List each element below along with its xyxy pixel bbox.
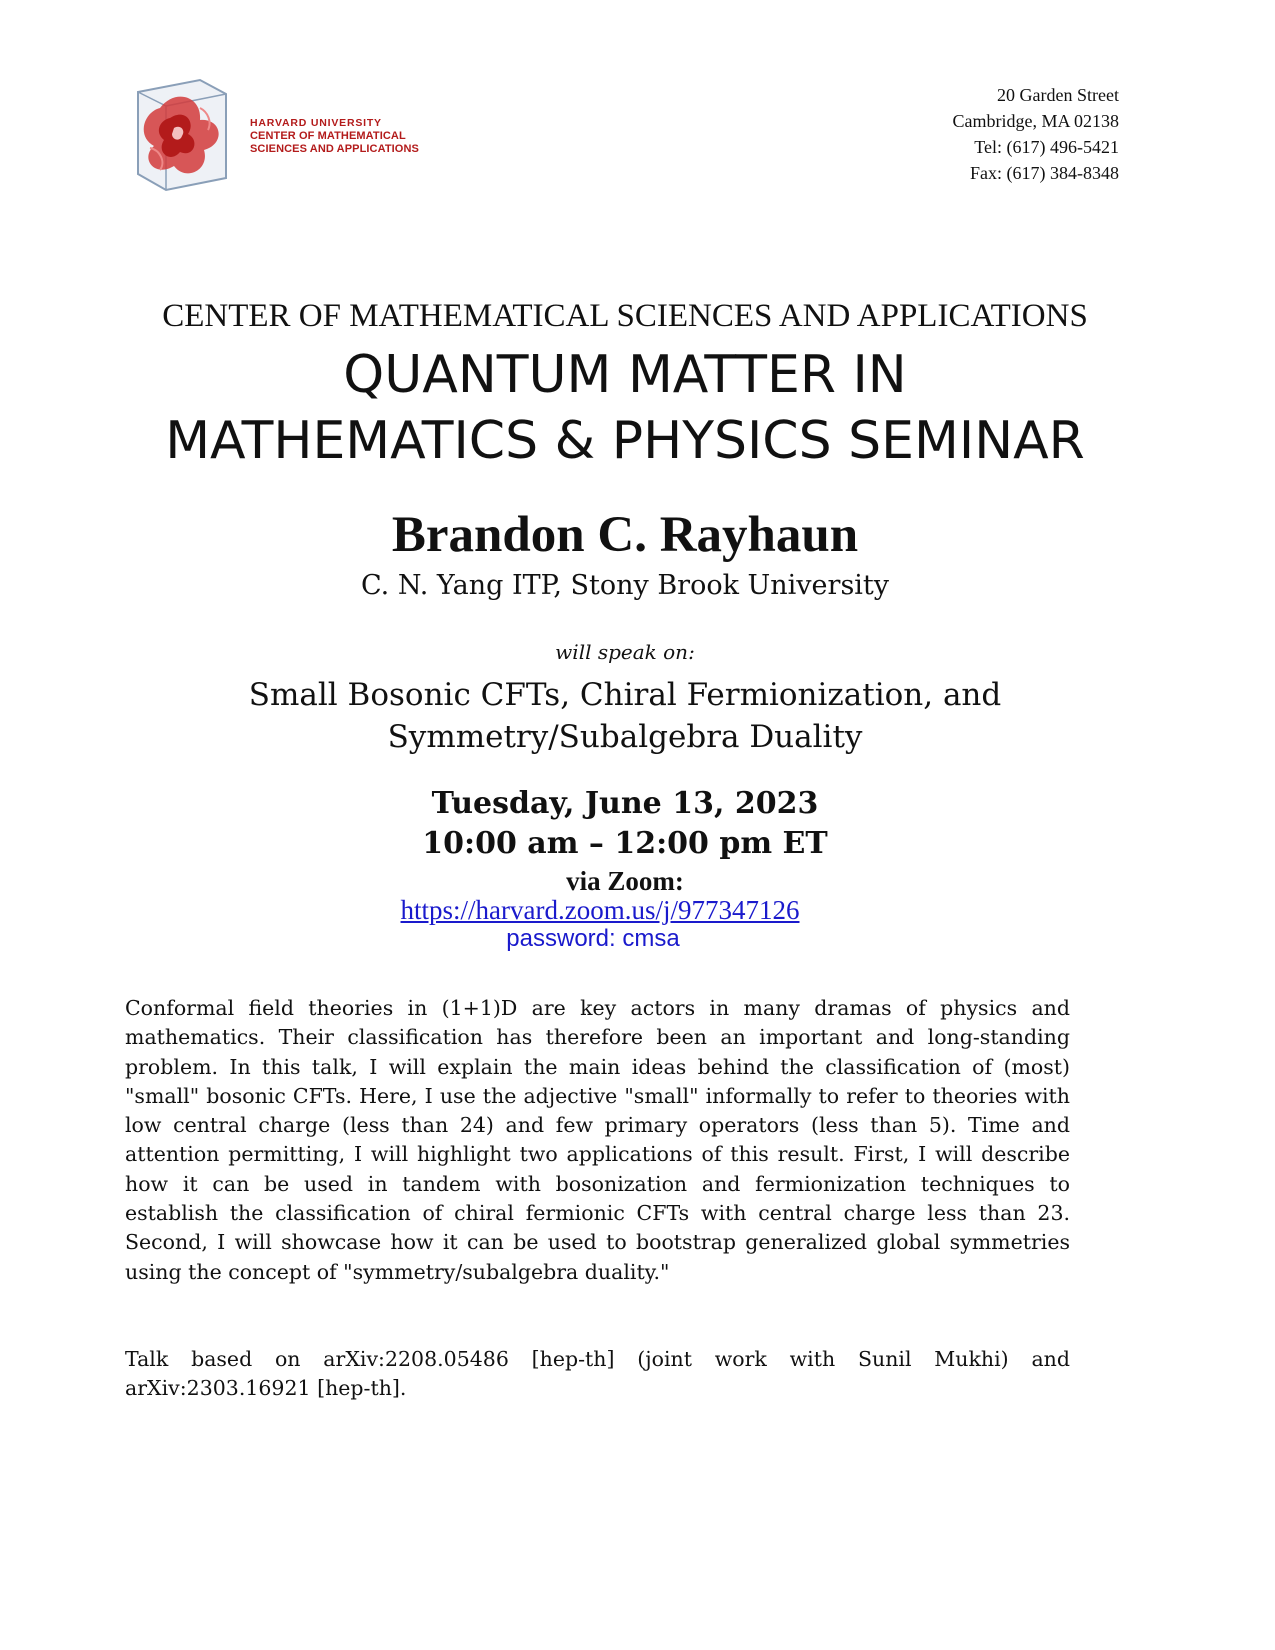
via-zoom-label: via Zoom: <box>566 866 684 896</box>
organization-heading: CENTER OF MATHEMATICAL SCIENCES AND APPLICATIONS <box>162 298 1088 334</box>
seminar-title <box>0 342 1250 474</box>
cmsa-logo-graphic <box>130 78 240 192</box>
address-fax: Fax: (617) 384-8348 <box>970 163 1119 183</box>
seminar-title-line-2: MATHEMATICS & PHYSICS SEMINAR <box>165 411 1085 471</box>
intro-text: will speak on: <box>555 640 695 664</box>
speaker-affiliation: C. N. Yang ITP, Stony Brook University <box>360 570 890 601</box>
logo-line-sciences: SCIENCES AND APPLICATIONS <box>250 143 419 155</box>
logo-wordmark <box>250 117 419 156</box>
logo-line-center: CENTER OF MATHEMATICAL <box>250 130 406 142</box>
talk-title-line-2: Symmetry/Subalgebra Duality <box>387 719 863 755</box>
address-city: Cambridge, MA 02138 <box>952 111 1119 131</box>
address-block <box>953 82 1120 186</box>
talk-title-line-1: Small Bosonic CFTs, Chiral Fermionization, and <box>248 677 1002 713</box>
logo-line-university: HARVARD UNIVERSITY <box>250 117 382 129</box>
event-date: Tuesday, June 13, 2023 <box>431 786 819 821</box>
talk-title <box>0 674 1250 758</box>
event-time: 10:00 am – 12:00 pm ET <box>422 826 828 861</box>
address-tel: Tel: (617) 496-5421 <box>974 137 1119 157</box>
address-street: 20 Garden Street <box>997 85 1119 105</box>
arxiv-note: Talk based on arXiv:2208.05486 [hep-th] (joint work with Sunil Mukhi) and arXiv:2303.16921 [hep-th]. <box>125 1347 1070 1401</box>
zoom-link[interactable]: https://harvard.zoom.us/j/977347126 <box>400 895 800 925</box>
speaker-name: Brandon C. Rayhaun <box>391 507 859 563</box>
abstract-paragraph: Conformal field theories in (1+1)D are key actors in many dramas of physics and mathematics. Their classification has therefore been an important and long-standing problem. In this talk, I will explain the main ideas behind the classification of (most) "small" bosonic CFTs. Here, I use the adjective "small" informally to refer to theories with low central charge (less than 24) and few primary operators (less than 5). Time and attention permitting, I will highlight two applications of this result. First, I will describe how it can be used in tandem with bosonization and fermionization techniques to establish the classification of chiral fermionic CFTs with central charge less than 23. Second, I will showcase how it can be used to bootstrap generalized global symmetries using the concept of "symmetry/subalgebra duality." <box>125 996 1070 1284</box>
seminar-title-line-1: QUANTUM MATTER IN <box>343 345 907 405</box>
zoom-password: password: cmsa <box>506 925 680 952</box>
